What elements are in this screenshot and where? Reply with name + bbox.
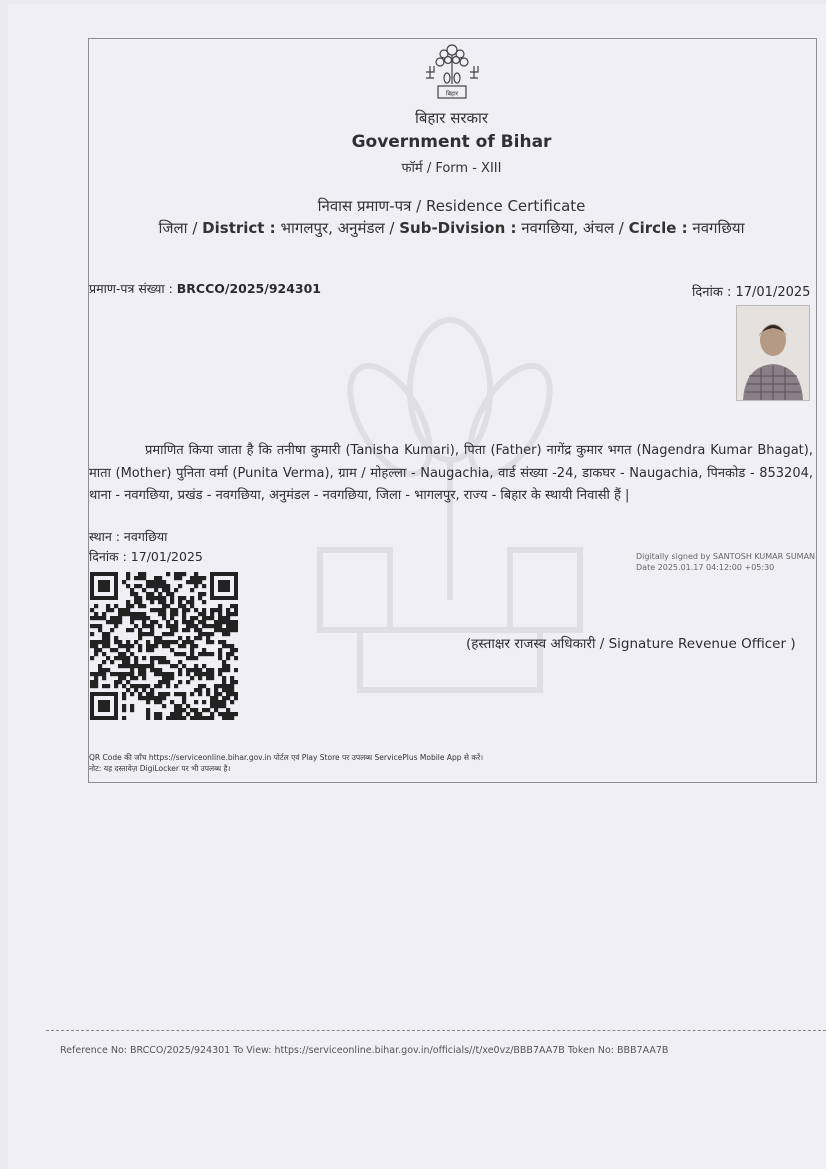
certificate-title-hindi: निवास प्रमाण-पत्र / bbox=[317, 197, 426, 215]
form-number: फॉर्म / Form - XIII bbox=[401, 161, 502, 176]
circle-label: Circle : bbox=[628, 219, 688, 237]
cert-no-value: BRCCO/2025/924301 bbox=[176, 281, 321, 296]
district-label: District : bbox=[202, 219, 276, 237]
digital-signature-date: Date 2025.01.17 04:12:00 +05:30 bbox=[636, 563, 775, 572]
subdivision-label: Sub-Division : bbox=[399, 219, 517, 237]
district-value: भागलपुर, अनुमंडल / bbox=[275, 219, 400, 237]
certificate-body-text: प्रमाणित किया जाता है कि तनीषा कुमारी (Tanisha Kumari), पिता (Father) नागेंद्र कुमार भगत (Nagendra Kumar Bhagat), माता (Mother) पुनिता वर्मा (Punita Verma), ग्राम / मोहल्ला - Naugachia, वार्ड संख्या -24, डाकघर - Naugachia, पिनकोड - 853204, थाना - नवगछिया, प्रखंड - नवगछिया, अनुमंडल - नवगछिया, जिला - भागलपुर, राज्य - बिहार के स्थायी निवासी हैं | bbox=[89, 443, 813, 503]
signature-label: (हस्ताक्षर राजस्व अधिकारी / Signature Revenue Officer ) bbox=[466, 636, 796, 652]
person-photo-icon bbox=[737, 306, 809, 400]
place-of-issue: स्थान : नवगछिया bbox=[89, 529, 168, 544]
header-hindi-title: बिहार सरकार bbox=[414, 109, 489, 127]
qr-verification-note bbox=[89, 752, 483, 774]
bihar-emblem-icon bbox=[420, 40, 484, 102]
circle-value: नवगछिया bbox=[687, 219, 745, 237]
digilocker-note-line: नोट: यह दस्तावेज़ DigiLocker पर भी उपलब्ध है। bbox=[89, 764, 231, 773]
place-date: दिनांक : 17/01/2025 bbox=[89, 549, 203, 564]
issue-date-value: 17/01/2025 bbox=[735, 285, 811, 300]
emblem-text: बिहार bbox=[445, 90, 459, 98]
district-prefix: जिला / bbox=[158, 219, 203, 237]
issue-date bbox=[692, 282, 810, 300]
certificate-number bbox=[89, 280, 321, 297]
certificate-title-english: Residence Certificate bbox=[426, 197, 586, 215]
applicant-photo bbox=[736, 305, 810, 401]
qr-code-icon[interactable] bbox=[90, 572, 238, 720]
cert-no-label: प्रमाण-पत्र संख्या : bbox=[89, 281, 177, 296]
footer-divider bbox=[46, 1030, 826, 1031]
jurisdiction-line bbox=[88, 218, 815, 238]
digital-signature bbox=[636, 551, 826, 573]
subdivision-value: नवगछिया, अंचल / bbox=[516, 219, 629, 237]
issue-date-label: दिनांक : bbox=[692, 285, 736, 300]
qr-note-line: QR Code की जाँच https://serviceonline.bihar.gov.in पोर्टल एवं Play Store पर उपलब्ध ServicePlus Mobile App से करें। bbox=[89, 753, 484, 762]
certificate-title bbox=[88, 196, 815, 216]
reference-line: Reference No: BRCCO/2025/924301 To View: https://serviceonline.bihar.gov.in/officials//t/xe0vz/BBB7AA7B Token No: BBB7AA7B bbox=[60, 1045, 669, 1056]
header-english-title: Government of Bihar bbox=[351, 132, 552, 152]
digital-signature-by: Digitally signed by SANTOSH KUMAR SUMAN bbox=[636, 552, 816, 561]
